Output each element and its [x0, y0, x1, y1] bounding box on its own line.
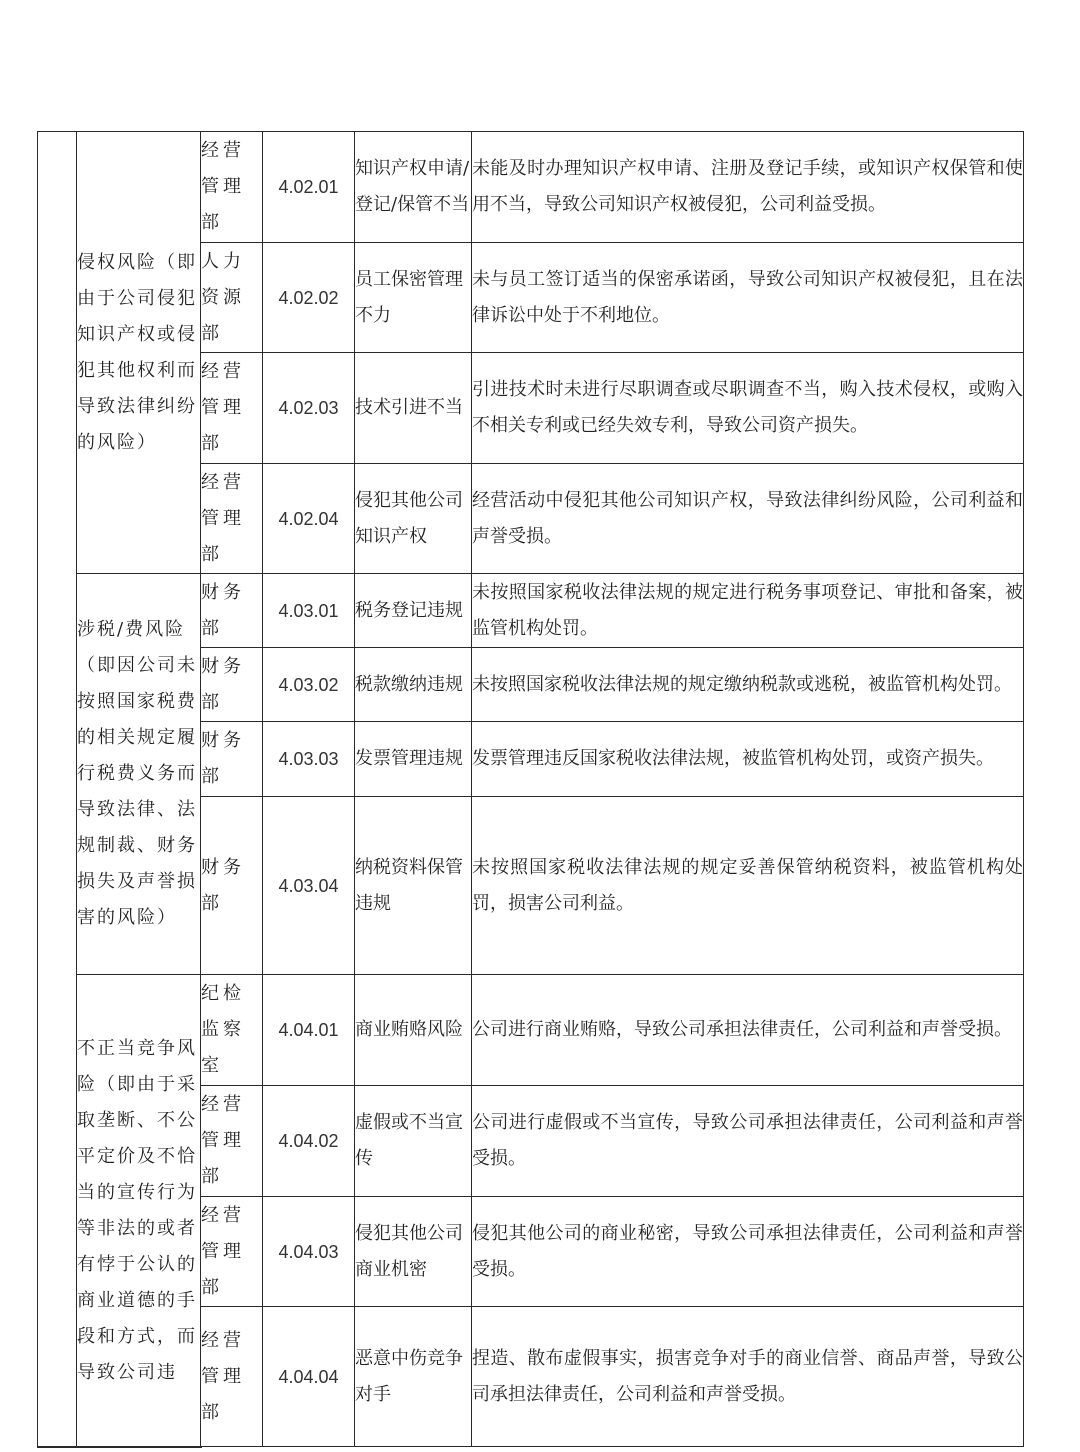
risk-code-cell: 4.03.02: [263, 648, 355, 722]
table-row: [38, 132, 1024, 243]
risk-item-cell: 员工保密管理不力: [355, 243, 472, 353]
department-cell: 经营管理部: [201, 132, 263, 243]
department-cell: 经营管理部: [201, 464, 263, 574]
risk-code-cell: 4.02.02: [263, 243, 355, 353]
risk-category-cell: 涉税/费风险（即因公司未按照国家税费的相关规定履行税费义务而导致法律、法规制裁、财务损失及声誉损害的风险）: [77, 574, 201, 975]
risk-item-cell: 税务登记违规: [355, 574, 472, 648]
risk-item-cell: 虚假或不当宣传: [355, 1086, 472, 1197]
risk-item-cell: 税款缴纳违规: [355, 648, 472, 722]
risk-description-cell: 未能及时办理知识产权申请、注册及登记手续，或知识产权保管和使用不当，导致公司知识产权被侵犯，公司利益受损。: [472, 132, 1024, 243]
risk-item-cell: 发票管理违规: [355, 722, 472, 797]
risk-description-cell: 未与员工签订适当的保密承诺函，导致公司知识产权被侵犯，且在法律诉讼中处于不利地位。: [472, 243, 1024, 353]
risk-table: [37, 131, 1024, 1447]
department-cell: 经营管理部: [201, 1197, 263, 1307]
risk-category-cell: 侵权风险（即由于公司侵犯知识产权或侵犯其他权利而导致法律纠纷的风险）: [77, 132, 201, 574]
risk-item-cell: 纳税资料保管违规: [355, 797, 472, 975]
risk-description-cell: 发票管理违反国家税收法律法规，被监管机构处罚，或资产损失。: [472, 722, 1024, 797]
risk-description-cell: 捏造、散布虚假事实，损害竞争对手的商业信誉、商品声誉，导致公司承担法律责任，公司利益和声誉受损。: [472, 1307, 1024, 1447]
table-bottom-partial-line: [37, 1447, 202, 1448]
risk-description-cell: 公司进行商业贿赂，导致公司承担法律责任，公司利益和声誉受损。: [472, 975, 1024, 1086]
table-row: [38, 975, 1024, 1086]
risk-item-cell: 技术引进不当: [355, 353, 472, 464]
risk-code-cell: 4.04.04: [263, 1307, 355, 1447]
risk-description-cell: 未按照国家税收法律法规的规定妥善保管纳税资料，被监管机构处罚，损害公司利益。: [472, 797, 1024, 975]
department-cell: 经营管理部: [201, 353, 263, 464]
risk-item-cell: 侵犯其他公司知识产权: [355, 464, 472, 574]
risk-category-cell: 不正当竞争风险（即由于采取垄断、不公平定价及不恰当的宣传行为等非法的或者有悖于公认的商业道德的手段和方式，而导致公司违: [77, 975, 201, 1447]
department-cell: 人力资源部: [201, 243, 263, 353]
risk-code-cell: 4.03.01: [263, 574, 355, 648]
department-cell: 经营管理部: [201, 1086, 263, 1197]
risk-code-cell: 4.02.03: [263, 353, 355, 464]
risk-description-cell: 侵犯其他公司的商业秘密，导致公司承担法律责任，公司利益和声誉受损。: [472, 1197, 1024, 1307]
department-cell: 财务部: [201, 797, 263, 975]
department-cell: 财务部: [201, 722, 263, 797]
risk-item-cell: 侵犯其他公司商业机密: [355, 1197, 472, 1307]
department-cell: 纪检监察室: [201, 975, 263, 1086]
table-row: [38, 574, 1024, 648]
risk-description-cell: 公司进行虚假或不当宣传，导致公司承担法律责任，公司利益和声誉受损。: [472, 1086, 1024, 1197]
risk-item-cell: 知识产权申请/登记/保管不当: [355, 132, 472, 243]
risk-code-cell: 4.02.04: [263, 464, 355, 574]
risk-item-cell: 商业贿赂风险: [355, 975, 472, 1086]
risk-code-cell: 4.02.01: [263, 132, 355, 243]
risk-code-cell: 4.04.03: [263, 1197, 355, 1307]
left-blank-column: [38, 132, 77, 1447]
risk-description-cell: 未按照国家税收法律法规的规定进行税务事项登记、审批和备案，被监管机构处罚。: [472, 574, 1024, 648]
department-cell: 经营管理部: [201, 1307, 263, 1447]
risk-code-cell: 4.04.02: [263, 1086, 355, 1197]
risk-code-cell: 4.03.04: [263, 797, 355, 975]
risk-code-cell: 4.04.01: [263, 975, 355, 1086]
risk-code-cell: 4.03.03: [263, 722, 355, 797]
risk-description-cell: 未按照国家税收法律法规的规定缴纳税款或逃税，被监管机构处罚。: [472, 648, 1024, 722]
risk-description-cell: 经营活动中侵犯其他公司知识产权，导致法律纠纷风险，公司利益和声誉受损。: [472, 464, 1024, 574]
risk-item-cell: 恶意中伤竞争对手: [355, 1307, 472, 1447]
risk-description-cell: 引进技术时未进行尽职调查或尽职调查不当，购入技术侵权，或购入不相关专利或已经失效专利，导致公司资产损失。: [472, 353, 1024, 464]
department-cell: 财务部: [201, 574, 263, 648]
department-cell: 财务部: [201, 648, 263, 722]
